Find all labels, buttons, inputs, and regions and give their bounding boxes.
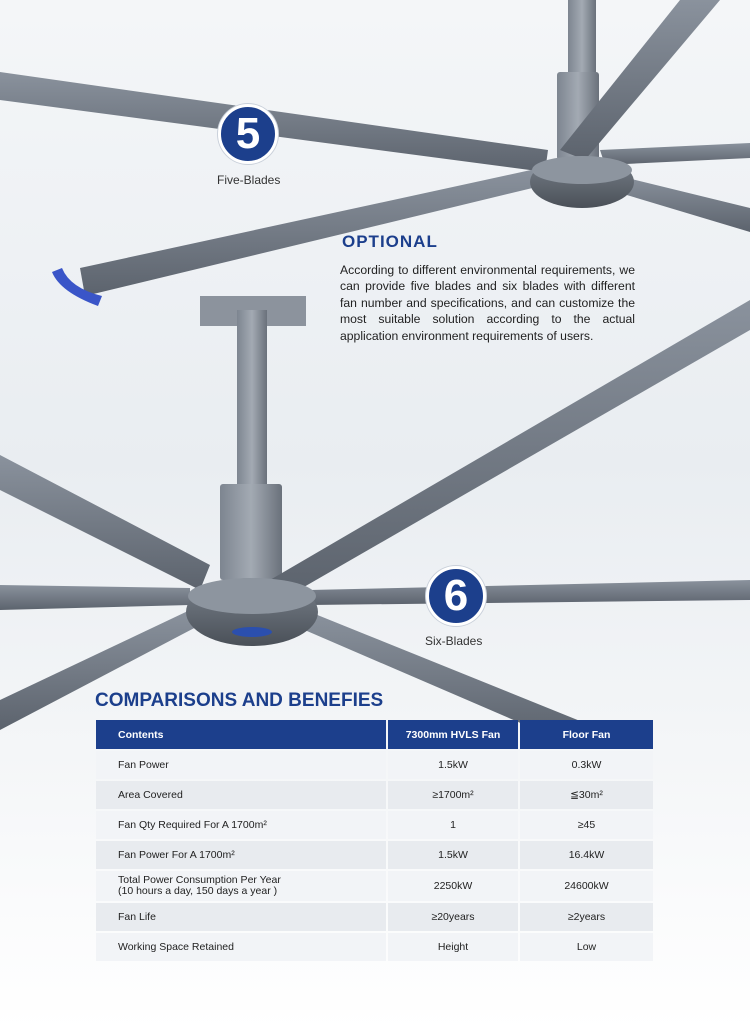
- header-floor-fan: Floor Fan: [520, 720, 653, 749]
- row-floor-value: Low: [520, 933, 653, 961]
- row-hvls-value: 1: [388, 811, 518, 839]
- six-blades-badge: 6: [426, 566, 486, 626]
- row-content: [96, 871, 386, 901]
- row-hvls-value: ≥1700m²: [388, 781, 518, 809]
- optional-title: OPTIONAL: [342, 232, 438, 251]
- six-blades-label: Six-Blades: [425, 634, 483, 648]
- row-floor-value: ≥2years: [520, 903, 653, 931]
- comparison-table: [94, 718, 655, 963]
- row-content: Fan Qty Required For A 1700m²: [96, 811, 386, 839]
- row-content: Working Space Retained: [96, 933, 386, 961]
- row-floor-value: ≦30m²: [520, 781, 653, 809]
- row-floor-value: 16.4kW: [520, 841, 653, 869]
- table-row: [96, 903, 653, 931]
- table-row: [96, 751, 653, 779]
- five-blade-fan: [0, 0, 750, 306]
- table-row: [96, 933, 653, 961]
- row-floor-value: ≥45: [520, 811, 653, 839]
- table-header-row: [96, 720, 653, 749]
- optional-description: According to different environmental requirements, we can provide five blades and six blades with different fan number and specifications, and can customize the most suitable solution according to the actual application environment requirements of users.: [340, 263, 635, 343]
- row-content: Fan Life: [96, 903, 386, 931]
- table-row: [96, 811, 653, 839]
- row-content-sub: (10 hours a day, 150 days a year ): [118, 885, 278, 897]
- six-blade-fan: [0, 296, 750, 740]
- row-content: Fan Power For A 1700m²: [96, 841, 386, 869]
- header-hvls-fan: 7300mm HVLS Fan: [388, 720, 518, 749]
- header-contents: Contents: [96, 720, 386, 749]
- row-content-main: Total Power Consumption Per Year: [118, 874, 281, 886]
- row-content: Area Covered: [96, 781, 386, 809]
- table-row: [96, 841, 653, 869]
- row-hvls-value: 1.5kW: [388, 841, 518, 869]
- row-hvls-value: 2250kW: [388, 871, 518, 901]
- table-row: [96, 871, 653, 901]
- row-floor-value: 0.3kW: [520, 751, 653, 779]
- comparison-title: COMPARISONS AND BENEFIES: [95, 690, 384, 711]
- row-hvls-value: 1.5kW: [388, 751, 518, 779]
- row-content: Fan Power: [96, 751, 386, 779]
- row-hvls-value: ≥20years: [388, 903, 518, 931]
- five-blades-label: Five-Blades: [217, 173, 281, 187]
- row-floor-value: 24600kW: [520, 871, 653, 901]
- five-blades-badge: 5: [218, 104, 278, 164]
- row-hvls-value: Height: [388, 933, 518, 961]
- table-row: [96, 781, 653, 809]
